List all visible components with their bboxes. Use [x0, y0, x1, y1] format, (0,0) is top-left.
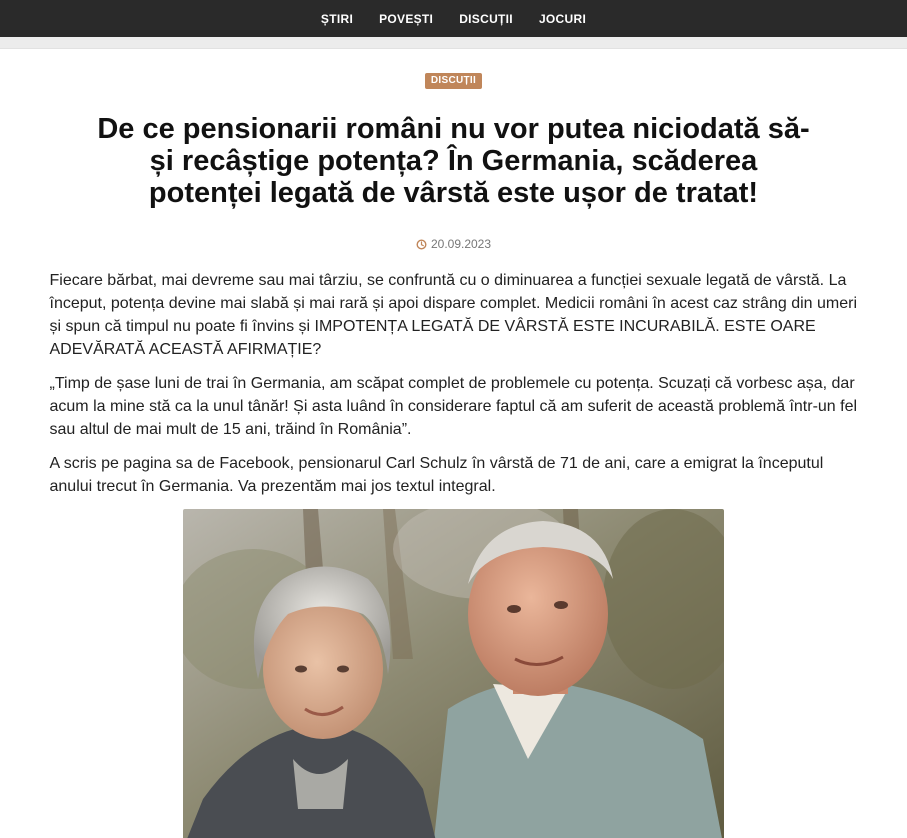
article: [0, 70, 907, 838]
article-date: [0, 237, 907, 251]
category-badge[interactable]: DISCUȚII: [425, 73, 482, 89]
nav-item-povesti[interactable]: POVEȘTI: [379, 11, 434, 26]
paragraph-intro: Fiecare bărbat, mai devreme sau mai târziu, se confruntă cu o diminuarea a funcției sexuale legată de vârstă. La început, potența devine mai slabă și mai rară și apoi dispare complet. Medicii români în acest caz strâng din umeri și spun că timpul nu poate fi învins și IMPOTENȚA LEGATĂ DE VÂRSTĂ ESTE INCURABILĂ. ESTE OARE ADEVĂRATĂ ACEASTĂ AFIRMAȚIE?: [49, 272, 857, 358]
paragraph-source: A scris pe pagina sa de Facebook, pensionarul Carl Schulz în vârstă de 71 de ani, care a emigrat la începutul anului trecut în Germania. Va prezentăm mai jos textul integral.: [49, 455, 824, 495]
nav-item-stiri[interactable]: ȘTIRI: [320, 11, 354, 26]
date-text: 20.09.2023: [430, 237, 492, 251]
header-divider: [0, 37, 907, 49]
nav-item-jocuri[interactable]: JOCURI: [538, 11, 587, 26]
paragraph-quote: „Timp de șase luni de trai în Germania, am scăpat complet de problemele cu potența. Scuzați că vorbesc așa, dar acum la mine stă ca la unul tânăr! Și asta luând în considerare faptul că am suferit de această problemă într-un fel sau altul de mai mult de 15 ani, trăind în România”.: [49, 375, 858, 438]
nav-item-discutii[interactable]: DISCUȚII: [459, 11, 513, 26]
top-navigation: [0, 0, 907, 37]
article-title: De ce pensionarii români nu vor putea niciodată să-și recâștige potența? În Germania, scăderea potenței legată de vârstă este ușor de tratat!: [97, 113, 810, 209]
article-photo: [183, 509, 724, 838]
category-wrapper: [0, 70, 907, 89]
elderly-couple-image: [183, 509, 724, 838]
clock-icon: [416, 239, 427, 250]
article-body: [48, 269, 860, 498]
